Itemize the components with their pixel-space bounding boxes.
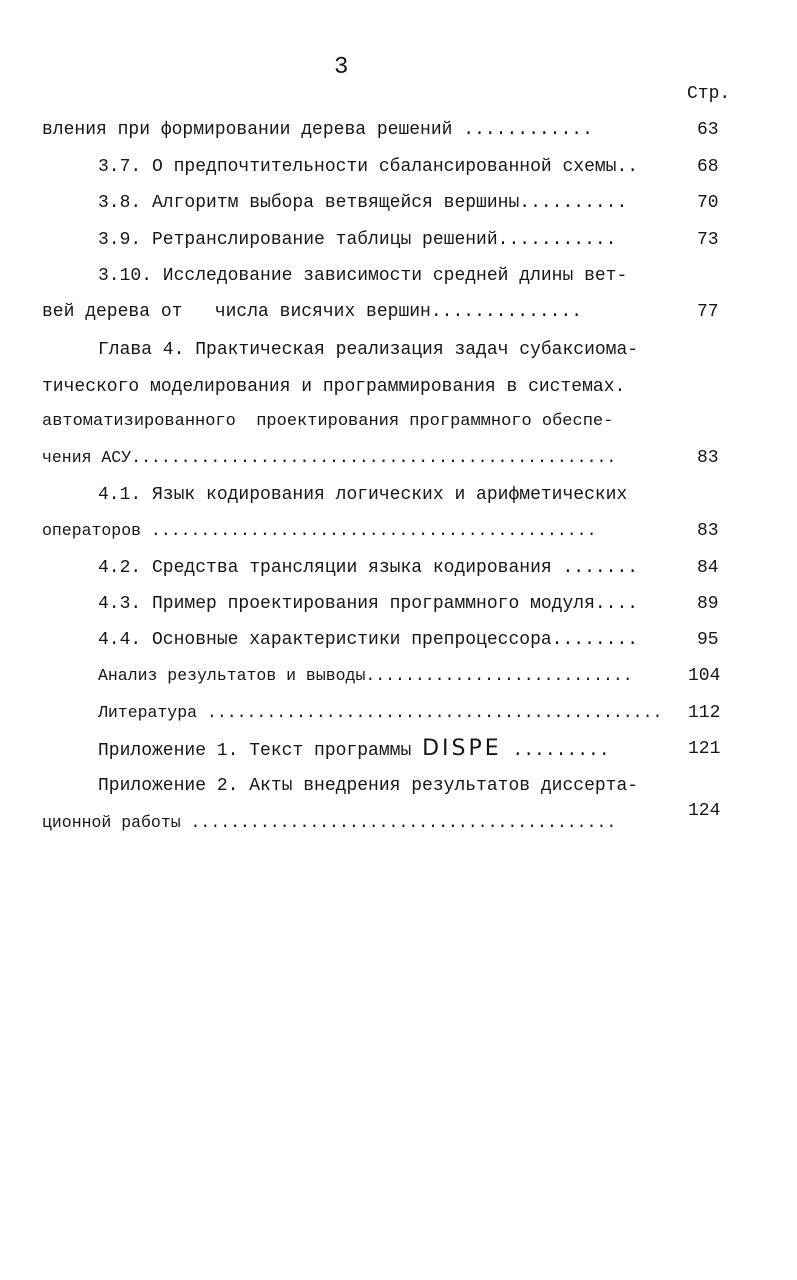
toc-entry-text: 3.7. О предпочтительности сбалансированной схемы..: [98, 157, 639, 177]
toc-entry-text: вления при формировании дерева решений ............: [42, 120, 593, 140]
pages-column-header: Стр.: [687, 84, 731, 104]
toc-entry-text: 3.10. Исследование зависимости средней длины вет-: [98, 266, 628, 286]
toc-entry-page: 89: [697, 594, 719, 614]
toc-entry-text: Анализ результатов и выводы...........................: [98, 666, 633, 685]
toc-entry-text: Приложение 2. Акты внедрения результатов диссерта-: [98, 776, 639, 796]
toc-entry-text: чения АСУ.................................................: [42, 448, 617, 467]
handwritten-program-name: DISPE: [422, 736, 502, 761]
toc-entry-page: 95: [697, 630, 719, 650]
toc-entry-text: операторов .............................................: [42, 521, 597, 540]
toc-entry-page: 84: [697, 558, 719, 578]
toc-entry-text: 4.3. Пример проектирования программного модуля....: [98, 594, 639, 614]
toc-entry-page: 83: [697, 448, 719, 468]
toc-entry-text: Приложение 1. Текст программы: [98, 741, 423, 761]
toc-entry-page: 68: [697, 157, 719, 177]
toc-entry-page: 112: [688, 703, 721, 723]
toc-entry-text: ционной работы ...........................................: [42, 813, 617, 832]
toc-entry-text: вей дерева от числа висячих вершин..............: [42, 302, 583, 322]
toc-entry-leader: .........: [501, 741, 610, 761]
toc-entry-page: 121: [688, 739, 721, 759]
toc-entry-page: 63: [697, 120, 719, 140]
toc-entry-text: 4.4. Основные характеристики препроцессора........: [98, 630, 639, 650]
toc-entry-page: 73: [697, 230, 719, 250]
toc-entry-page: 83: [697, 521, 719, 541]
toc-entry-appendix-1: [98, 737, 610, 761]
toc-entry-text: 3.8. Алгоритм выбора ветвящейся вершины..........: [98, 193, 628, 213]
page-number: 3: [334, 54, 349, 81]
toc-entry-text: тического моделирования и программирования в системах.: [42, 377, 626, 397]
toc-entry-text: Литература ..............................................: [98, 703, 663, 722]
toc-entry-page: 70: [697, 193, 719, 213]
toc-entry-page: 104: [688, 666, 721, 686]
toc-entry-page: 124: [688, 801, 721, 821]
toc-entry-page: 77: [697, 302, 719, 322]
toc-entry-text: Глава 4. Практическая реализация задач субаксиома-: [98, 340, 639, 360]
toc-entry-text: автоматизированного проектирования программного обеспе-: [42, 412, 614, 431]
toc-entry-text: 3.9. Ретранслирование таблицы решений...........: [98, 230, 617, 250]
toc-entry-text: 4.2. Средства трансляции языка кодирования .......: [98, 558, 639, 578]
toc-entry-text: 4.1. Язык кодирования логических и арифметических: [98, 485, 628, 505]
